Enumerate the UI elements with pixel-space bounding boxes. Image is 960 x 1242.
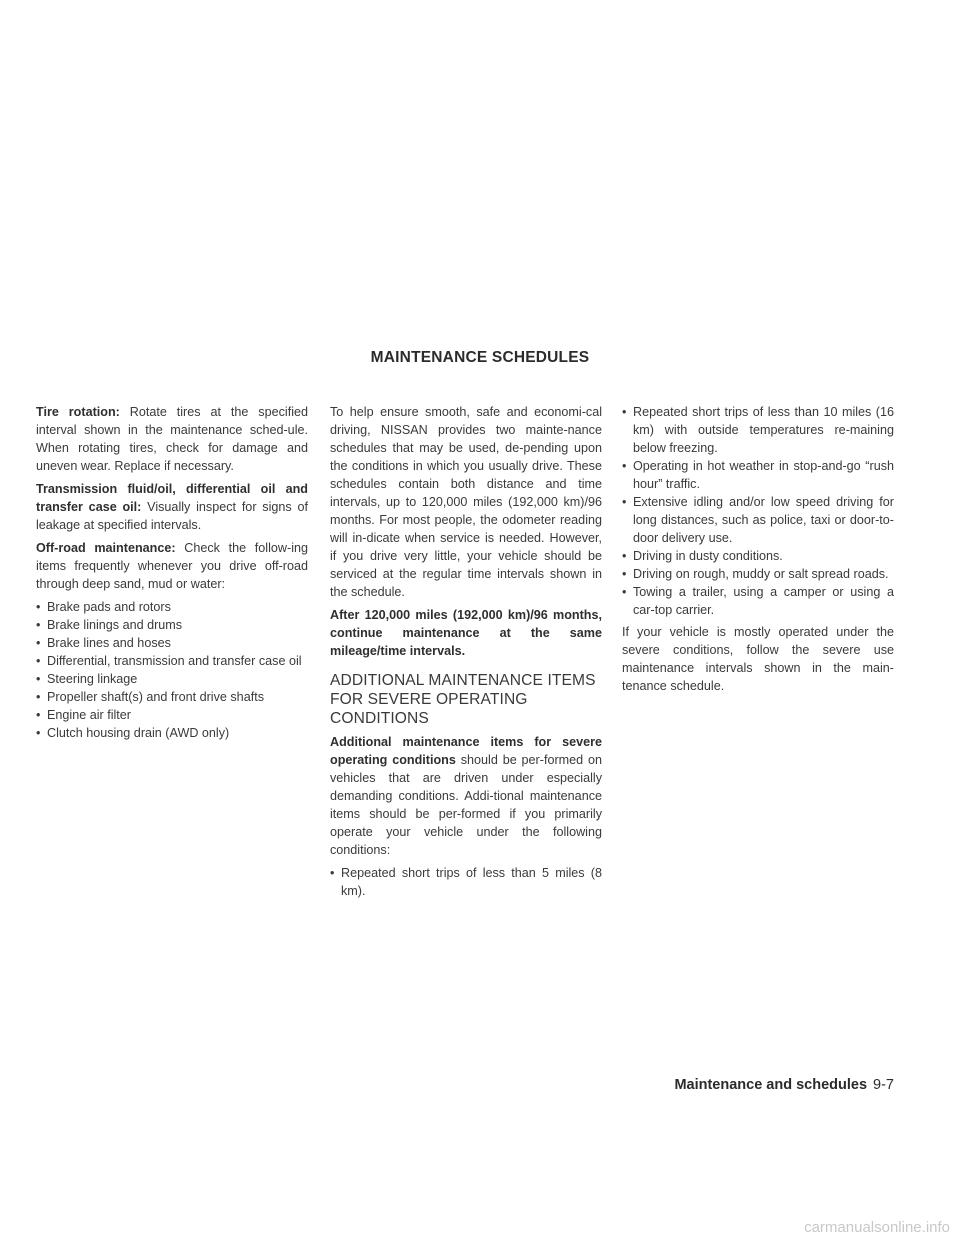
list-item: • Driving in dusty conditions. xyxy=(622,549,783,563)
tire-rotation-paragraph: Tire rotation: Rotate tires at the specified interval shown in the maintenance sched-ule. When rotating tires, check for damage and uneven wear. Replace if necessary. xyxy=(36,405,308,473)
list-item: • Operating in hot weather in stop-and-go “rush hour” traffic. xyxy=(622,459,894,491)
list-item: • Differential, transmission and transfer case oil xyxy=(36,654,302,668)
list-item: • Towing a trailer, using a camper or using a car-top carrier. xyxy=(622,585,894,617)
list-item: • Brake lines and hoses xyxy=(36,636,171,650)
column-2 xyxy=(330,403,602,904)
page-footer xyxy=(674,1077,894,1093)
intro-paragraph: To help ensure smooth, safe and economi-cal driving, NISSAN provides two mainte-nance schedules that may be used, de-pending upon the conditions in which you usually drive. These schedules contain both distance and time intervals, up to 120,000 miles (192,000 km)/96 months. For most people, the odometer reading will in-dicate when service is needed. However, if you drive very little, your vehicle should be serviced at the regular time intervals shown in the schedule. xyxy=(330,405,602,599)
severe-conditions-heading: ADDITIONAL MAINTENANCE ITEMS FOR SEVERE OPERATING CONDITIONS xyxy=(330,672,596,727)
list-item: • Steering linkage xyxy=(36,672,138,686)
list-item: • Repeated short trips of less than 10 miles (16 km) with outside temperatures re-maining below freezing. xyxy=(622,405,894,455)
list-item: • Repeated short trips of less than 5 miles (8 km). xyxy=(330,866,602,898)
off-road-paragraph: Off-road maintenance: Check the follow-ing items frequently whenever you drive off-road through deep sand, mud or water: xyxy=(36,541,308,591)
transmission-fluid-paragraph: Transmission fluid/oil, differential oil and transfer case oil: Visually inspect for signs of leakage at specified intervals. xyxy=(36,482,308,532)
column-3 xyxy=(622,403,894,700)
list-item: • Brake linings and drums xyxy=(36,618,183,632)
list-item: • Engine air filter xyxy=(36,708,131,722)
list-item: • Propeller shaft(s) and front drive shafts xyxy=(36,690,264,704)
list-item: • Extensive idling and/or low speed driving for long distances, such as police, taxi or door-to-door delivery use. xyxy=(622,495,894,545)
severe-conditions-paragraph: Additional maintenance items for severe operating conditions should be per-formed on vehicles that are driven under especially demanding conditions. Addi-tional maintenance items should be per-formed if you primarily operate your vehicle under the following conditions: xyxy=(330,735,602,857)
section-title: MAINTENANCE SCHEDULES xyxy=(370,349,590,366)
list-item: • Driving on rough, muddy or salt spread roads. xyxy=(622,567,889,581)
off-road-list xyxy=(36,598,308,742)
chapter-title: Maintenance and schedules xyxy=(674,1077,868,1093)
list-item: • Brake pads and rotors xyxy=(36,600,171,614)
column-1 xyxy=(36,403,308,746)
severe-use-paragraph: If your vehicle is mostly operated under the severe conditions, follow the severe use maintenance intervals shown in the main-tenance schedule. xyxy=(622,625,894,693)
watermark: carmanualsonline.info xyxy=(804,1219,950,1236)
severe-conditions-list-continued xyxy=(622,403,894,619)
after-120000-paragraph: After 120,000 miles (192,000 km)/96 months, continue maintenance at the same mileage/time intervals. xyxy=(330,608,602,658)
list-item: • Clutch housing drain (AWD only) xyxy=(36,726,230,740)
page-number: 9-7 xyxy=(873,1077,894,1093)
severe-conditions-list xyxy=(330,864,602,900)
